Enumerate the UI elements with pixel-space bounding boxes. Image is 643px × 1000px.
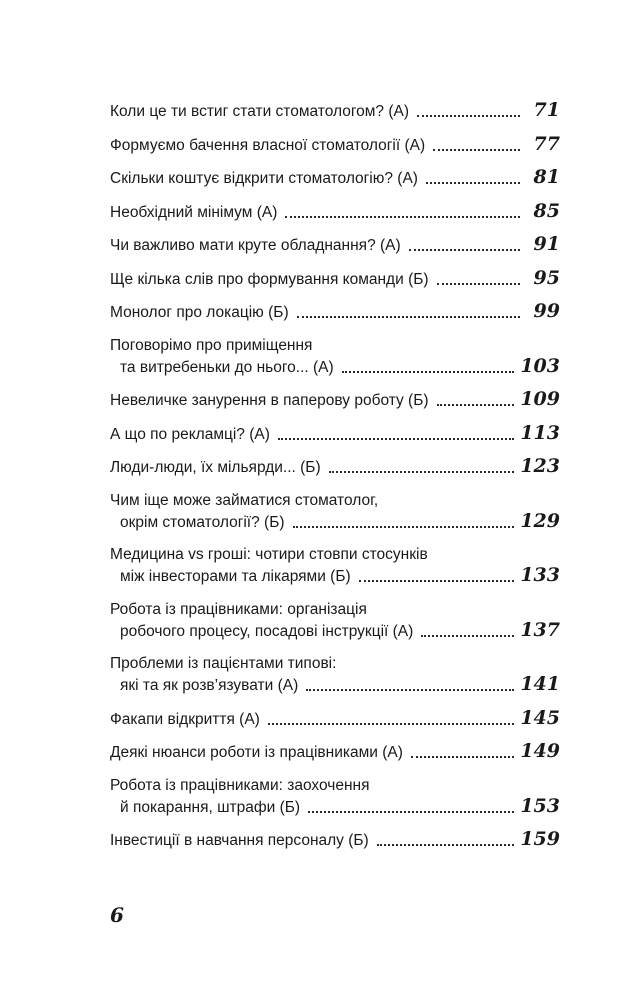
dot-leader xyxy=(359,580,515,582)
toc-entry-last-line xyxy=(110,201,560,223)
dot-leader xyxy=(411,756,514,758)
toc-entry-last-line xyxy=(110,511,560,533)
toc-entry-page-number: 145 xyxy=(520,706,560,729)
toc-entry[interactable] xyxy=(110,741,560,763)
toc-entry-title-line: Робота із працівниками: заохочення xyxy=(110,776,370,794)
toc-entry-last-line xyxy=(110,167,560,189)
dot-leader xyxy=(409,249,520,251)
toc-entry[interactable] xyxy=(110,544,560,587)
toc-entry-page-number: 153 xyxy=(520,794,560,817)
dot-leader xyxy=(278,438,514,440)
toc-entry-last-line xyxy=(110,796,560,818)
toc-entry[interactable] xyxy=(110,423,560,445)
toc-entry-page-number: 133 xyxy=(520,564,560,586)
toc-entry-page-number: 85 xyxy=(533,199,560,222)
dot-leader xyxy=(329,471,515,473)
toc-entry-page-number: 123 xyxy=(520,455,560,477)
toc-entry-title-line: Люди-люди, їх мільярди... (Б) xyxy=(110,459,321,476)
toc-entry-title-line: Чи важливо мати круте обладнання? (А) xyxy=(110,237,401,254)
toc-entry-page-number: 81 xyxy=(533,166,560,188)
toc-entry[interactable] xyxy=(110,100,560,122)
toc-entry-title-line: Невеличке занурення в паперову роботу (Б) xyxy=(110,392,429,409)
toc-entry-page-number: 91 xyxy=(533,233,560,255)
toc-entry[interactable] xyxy=(110,708,560,730)
toc-entry-page-number: 113 xyxy=(520,421,560,444)
toc-entry-last-line xyxy=(110,829,560,851)
toc-entry-last-line xyxy=(110,674,560,696)
toc-entry-last-line xyxy=(110,356,560,378)
toc-entry-page-number: 129 xyxy=(520,509,560,532)
toc-entry-last-line xyxy=(110,741,560,763)
toc-entry-title-line: та витребеньки до нього... (А) xyxy=(120,358,334,376)
dot-leader xyxy=(433,149,520,151)
dot-leader xyxy=(268,723,514,725)
toc-entry[interactable] xyxy=(110,167,560,189)
toc-entry[interactable] xyxy=(110,389,560,411)
toc-entry-page-number: 103 xyxy=(520,354,560,377)
dot-leader xyxy=(437,283,520,285)
toc-entry-title-line: А що по рекламці? (А) xyxy=(110,425,270,443)
toc-entry-title-line: Медицина vs гроші: чотири стовпи стосунків xyxy=(110,546,428,563)
toc-entry-last-line xyxy=(110,456,560,478)
toc-entry-title-line: Поговорімо про приміщення xyxy=(110,336,313,354)
toc-entry-page-number: 137 xyxy=(520,618,560,641)
toc-entry-title-line: які та як розв’язувати (А) xyxy=(120,677,299,694)
dot-leader xyxy=(297,316,520,318)
toc-entry[interactable] xyxy=(110,301,560,323)
dot-leader xyxy=(285,216,520,218)
toc-entry-title-line: Ще кілька слів про формування команди (Б) xyxy=(110,270,429,288)
toc-entry-title-line: Чим іще може займатися стоматолог, xyxy=(110,491,379,509)
toc-entry-title-line: Формуємо бачення власної стоматології (А) xyxy=(110,136,426,154)
toc-entry-last-line xyxy=(110,234,560,256)
dot-leader xyxy=(426,182,520,184)
toc-entry-page-number: 109 xyxy=(520,388,560,410)
toc-entry-last-line xyxy=(110,268,560,290)
toc-entry-last-line xyxy=(110,389,560,411)
toc-entry-title-line: Проблеми із пацієнтами типові: xyxy=(110,655,337,672)
toc-entry[interactable] xyxy=(110,201,560,223)
dot-leader xyxy=(293,526,515,528)
table-of-contents xyxy=(110,100,560,863)
toc-entry-title-line: окрім стоматології? (Б) xyxy=(120,513,285,531)
dot-leader xyxy=(306,689,514,691)
toc-entry-title-line: між інвесторами та лікарями (Б) xyxy=(120,568,351,585)
toc-entry-title-line: Факапи відкриття (А) xyxy=(110,710,260,728)
toc-entry-title-line: Необхідний мінімум (А) xyxy=(110,203,278,221)
toc-entry-page-number: 159 xyxy=(520,828,560,850)
toc-entry[interactable] xyxy=(110,829,560,851)
toc-entry-last-line xyxy=(110,100,560,122)
dot-leader xyxy=(308,811,514,813)
toc-entry-title-line: Скільки коштує відкрити стоматологію? (А) xyxy=(110,170,418,187)
toc-entry-last-line xyxy=(110,565,560,587)
toc-entry-last-line xyxy=(110,301,560,323)
toc-entry-last-line xyxy=(110,620,560,642)
toc-entry-page-number: 141 xyxy=(520,673,560,695)
toc-entry[interactable] xyxy=(110,653,560,696)
toc-entry[interactable] xyxy=(110,134,560,156)
toc-entry-page-number: 149 xyxy=(520,740,560,762)
page-number-footer: 6 xyxy=(110,903,124,927)
toc-entry[interactable] xyxy=(110,234,560,256)
toc-entry-title-line: Робота із працівниками: організація xyxy=(110,600,367,618)
toc-entry[interactable] xyxy=(110,775,560,818)
toc-entry-title-line: Інвестиції в навчання персоналу (Б) xyxy=(110,832,369,849)
toc-entry[interactable] xyxy=(110,599,560,642)
toc-entry-page-number: 95 xyxy=(533,266,560,289)
dot-leader xyxy=(377,844,515,846)
toc-entry[interactable] xyxy=(110,456,560,478)
toc-entry-last-line xyxy=(110,423,560,445)
toc-entry-page-number: 71 xyxy=(533,99,560,121)
toc-entry-last-line xyxy=(110,134,560,156)
dot-leader xyxy=(417,115,520,117)
toc-entry[interactable] xyxy=(110,335,560,378)
toc-entry[interactable] xyxy=(110,268,560,290)
toc-entry-title-line: Коли це ти встиг стати стоматологом? (А) xyxy=(110,103,410,120)
toc-entry-title-line: й покарання, штрафи (Б) xyxy=(120,798,301,816)
toc-entry[interactable] xyxy=(110,490,560,533)
dot-leader xyxy=(342,371,515,373)
toc-entry-title-line: Монолог про локацію (Б) xyxy=(110,304,289,321)
toc-entry-page-number: 99 xyxy=(533,300,560,322)
dot-leader xyxy=(437,404,515,406)
toc-entry-title-line: робочого процесу, посадові інструкції (А) xyxy=(120,622,414,640)
toc-entry-title-line: Деякі нюанси роботи із працівниками (А) xyxy=(110,744,403,761)
dot-leader xyxy=(421,635,514,637)
toc-entry-last-line xyxy=(110,708,560,730)
toc-entry-page-number: 77 xyxy=(533,132,560,155)
